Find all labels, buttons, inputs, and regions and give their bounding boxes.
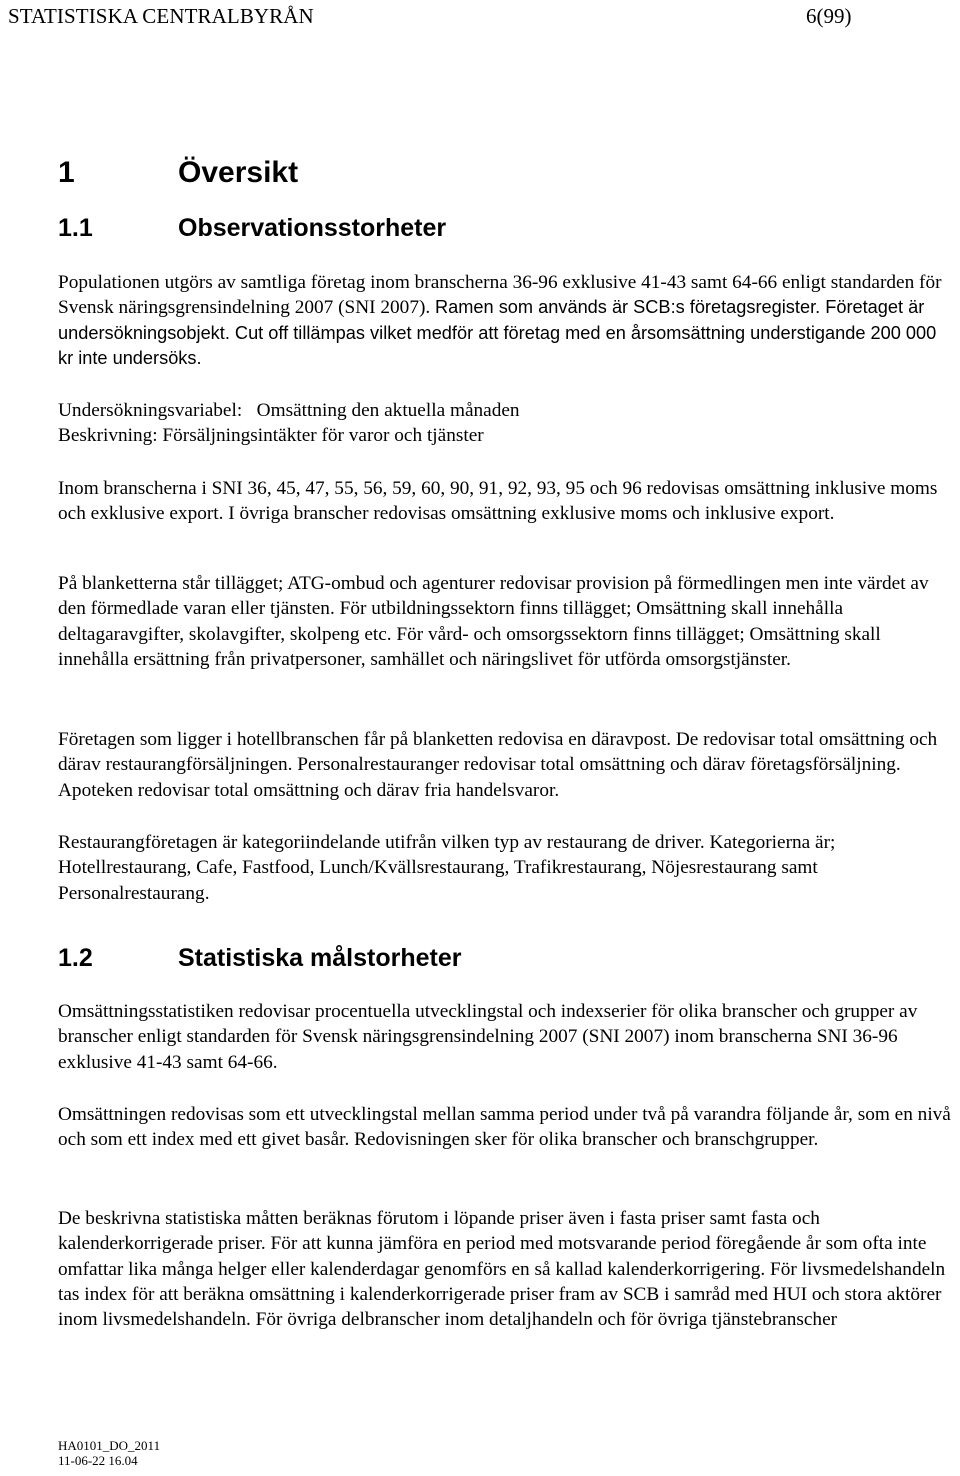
section-number: 1 bbox=[58, 156, 75, 189]
footer-doc-id: HA0101_DO_2011 bbox=[58, 1438, 161, 1453]
paragraph-vat: Inom branscherna i SNI 36, 45, 47, 55, 56, 59, 60, 90, 91, 92, 93, 95 och 96 redovisas omsättning inklusive moms och exklusive export. I övriga branscher redovisas omsättning exklusive moms och inklusive export. bbox=[58, 478, 938, 525]
paragraph-restaurant: Restaurangföretagen är kategoriindelande utifrån vilken typ av restaurang de driver. Kategorierna är; Hotellrestaurang, Cafe, Fastfood, Lunch/Kvällsrestaurang, Trafikrestaurang, Nöjesrestaurang samt Personalrestaurang. bbox=[58, 832, 836, 904]
header-page-number: 6(99) bbox=[806, 4, 852, 28]
section-number: 1.1 bbox=[58, 214, 93, 242]
paragraph-statistics: Omsättningsstatistiken redovisar procentuella utvecklingstal och indexserier för olika branscher och grupper av branscher enligt standarden för Svensk näringsgrensindelning 2007 (SNI 2007) inom branscherna SNI 36-96 exklusive 41-43 samt 64-66. bbox=[58, 1001, 918, 1073]
footer bbox=[58, 1438, 160, 1468]
section-heading-1-1 bbox=[58, 214, 446, 243]
paragraph-forms: På blanketterna står tillägget; ATG-ombud och agenturer redovisar provision på förmedlingen men inte värdet av den förmedlade varan eller tjänsten. För utbildningssektorn finns tillägget; Omsättning skall innehålla deltagaravgifter, skolavgifter, skolpeng etc. För vård- och omsorgssektorn finns tillägget; Omsättning skall innehålla ersättning från privatpersoner, samhället och näringslivet för utförda omsorgstjänster. bbox=[58, 573, 929, 670]
section-number: 1.2 bbox=[58, 944, 93, 972]
paragraph-turnover: Omsättningen redovisas som ett utvecklingstal mellan samma period under två på varandra följande år, som en nivå och som ett index med ett givet basår. Redovisningen sker för olika branscher och branschgrupper. bbox=[58, 1104, 951, 1151]
paragraph-text-sans: Ramen som används är SCB:s företagsregister. Företaget är undersökningsobjekt. Cut off tillämpas vilket medför att företag med en årsomsättning understigande 200 000 kr inte undersöks. bbox=[58, 297, 937, 368]
paragraph-measures: De beskrivna statistiska måtten beräknas förutom i löpande priser även i fasta priser samt fasta och kalenderkorrigerade priser. För att kunna jämföra en period med motsvarande period föregående år som ofta inte omfattar lika många helger eller kalenderdagar genomförs en så kallad kalenderkorrigering. För livsmedelshandeln tas index för att beräkna omsättning i kalenderkorrigerade priser fram av SCB i samråd med HUI och stora aktörer inom livsmedelshandeln. För övriga delbranscher inom detaljhandeln och för övriga tjänstebranscher bbox=[58, 1208, 946, 1331]
section-heading-1 bbox=[58, 156, 298, 190]
paragraph-hotel: Företagen som ligger i hotellbranschen får på blanketten redovisa en däravpost. De redovisar total omsättning och därav restaurangförsäljningen. Personalrestauranger redovisar total omsättning och därav företagsförsäljning. Apoteken redovisar total omsättning och därav fria handelsvaror. bbox=[58, 729, 938, 801]
header-organization: STATISTISKA CENTRALBYRÅN bbox=[8, 4, 314, 28]
section-heading-1-2 bbox=[58, 944, 461, 973]
paragraph-population bbox=[58, 270, 956, 371]
variable-line: Undersökningsvariabel: Omsättning den aktuella månaden bbox=[58, 400, 520, 421]
section-title: Statistiska målstorheter bbox=[178, 944, 462, 972]
section-title: Översikt bbox=[178, 156, 299, 189]
paragraph-text: Populationen utgörs av samtliga företag inom branscherna 36-96 exklusive 41-43 samt 64-66 enligt standarden för Svensk näringsgrensindelning 2007 (SNI 2007). bbox=[58, 272, 942, 319]
section-title: Observationsstorheter bbox=[178, 214, 447, 242]
description-line: Beskrivning: Försäljningsintäkter för varor och tjänster bbox=[58, 425, 484, 447]
footer-date: 11-06-22 16.04 bbox=[58, 1453, 138, 1468]
paragraph-variable bbox=[58, 398, 956, 449]
